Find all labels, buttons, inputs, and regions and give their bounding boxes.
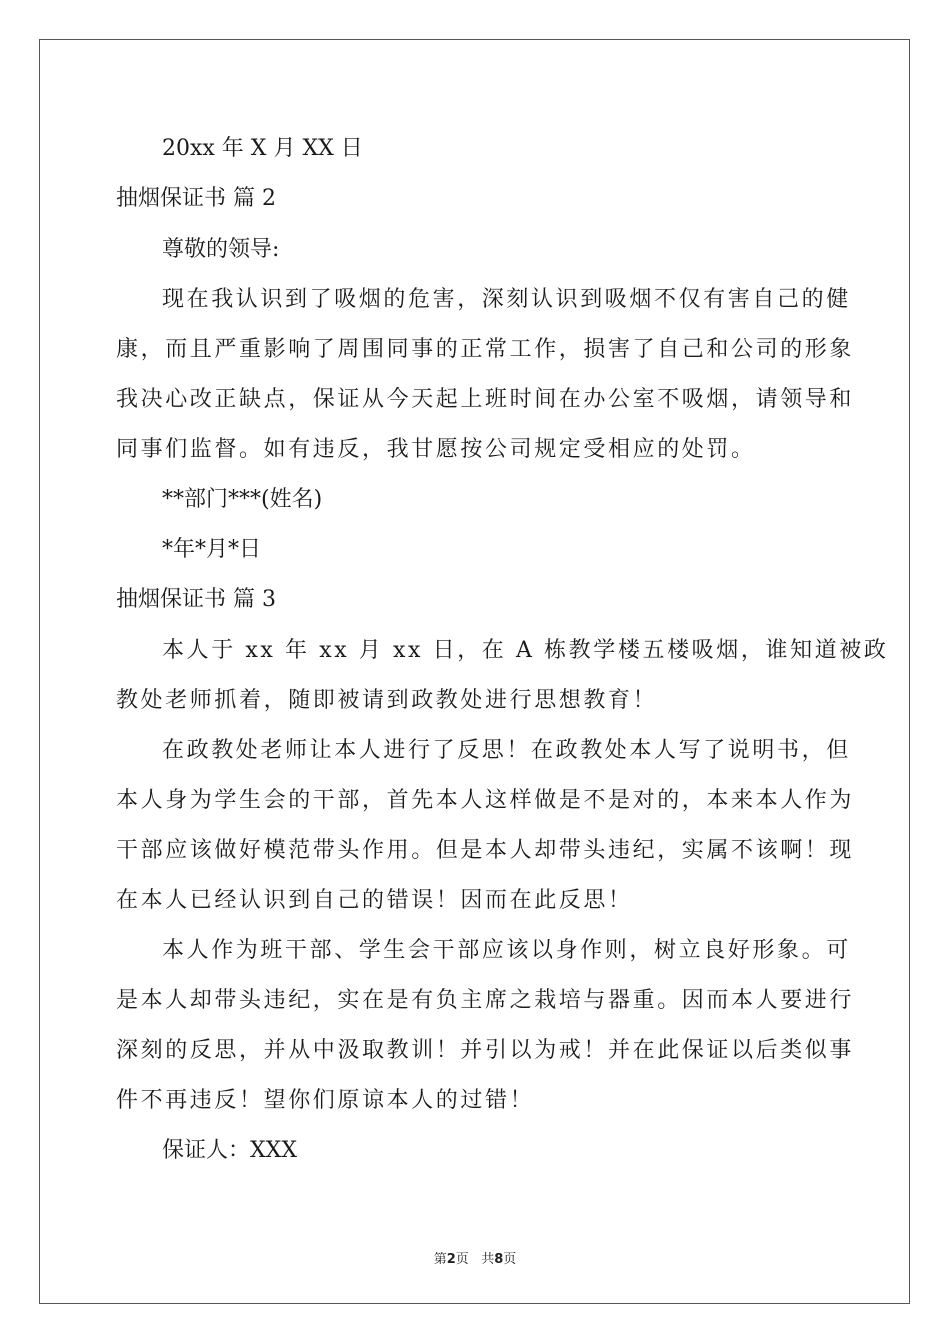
page-prefix: 第 bbox=[433, 1252, 447, 1267]
paragraph-line: 在政教处老师让本人进行了反思！在政教处本人写了说明书，但 bbox=[162, 738, 851, 763]
paragraph-line: 同事们监督。如有违反，我甘愿按公司规定受相应的处罚。 bbox=[116, 437, 756, 462]
page-footer bbox=[0, 1248, 950, 1267]
paragraph-line: 康，而且严重影响了周围同事的正常工作，损害了自己和公司的形象 bbox=[116, 337, 855, 362]
salutation: 尊敬的领导: bbox=[162, 237, 280, 262]
paragraph-line: 干部应该做好模范带头作用。但是本人却带头违纪，实属不该啊！现 bbox=[116, 838, 855, 863]
paragraph-line: 现在我认识到了吸烟的危害，深刻认识到吸烟不仅有害自己的健 bbox=[162, 287, 851, 312]
paragraph-line: 本人作为班干部、学生会干部应该以身作则，树立良好形象。可 bbox=[162, 938, 851, 963]
page-suffix: 页 bbox=[503, 1252, 517, 1267]
section-heading-2: 抽烟保证书 篇 2 bbox=[116, 186, 276, 211]
paragraph-line: 本人身为学生会的干部，首先本人这样做是不是对的，本来本人作为 bbox=[116, 788, 855, 813]
guarantor-line: 保证人：XXX bbox=[162, 1138, 297, 1163]
date-line: 20xx 年 X 月 XX 日 bbox=[162, 136, 363, 161]
page-mid: 页 共 bbox=[455, 1252, 495, 1267]
signature-line: **部门***(姓名) bbox=[162, 487, 323, 512]
paragraph-line: 教处老师抓着，随即被请到政教处进行思想教育！ bbox=[116, 688, 658, 713]
page-current: 2 bbox=[446, 1252, 456, 1267]
section-heading-3: 抽烟保证书 篇 3 bbox=[116, 587, 276, 612]
paragraph-line: 件不再违反！望你们原谅本人的过错！ bbox=[116, 1088, 535, 1113]
paragraph-line: 本人于 xx 年 xx 月 xx 日，在 A 栋教学楼五楼吸烟，谁知道被政 bbox=[162, 638, 889, 663]
signature-date: *年*月*日 bbox=[162, 537, 262, 562]
paragraph-line: 深刻的反思，并从中汲取教训！并引以为戒！并在此保证以后类似事 bbox=[116, 1038, 855, 1063]
paragraph-line: 是本人却带头违纪，实在是有负主席之栽培与器重。因而本人要进行 bbox=[116, 988, 855, 1013]
paragraph-line: 我决心改正缺点，保证从今天起上班时间在办公室不吸烟，请领导和 bbox=[116, 387, 855, 412]
page-total: 8 bbox=[494, 1252, 504, 1267]
paragraph-line: 在本人已经认识到自己的错误！因而在此反思！ bbox=[116, 888, 633, 913]
